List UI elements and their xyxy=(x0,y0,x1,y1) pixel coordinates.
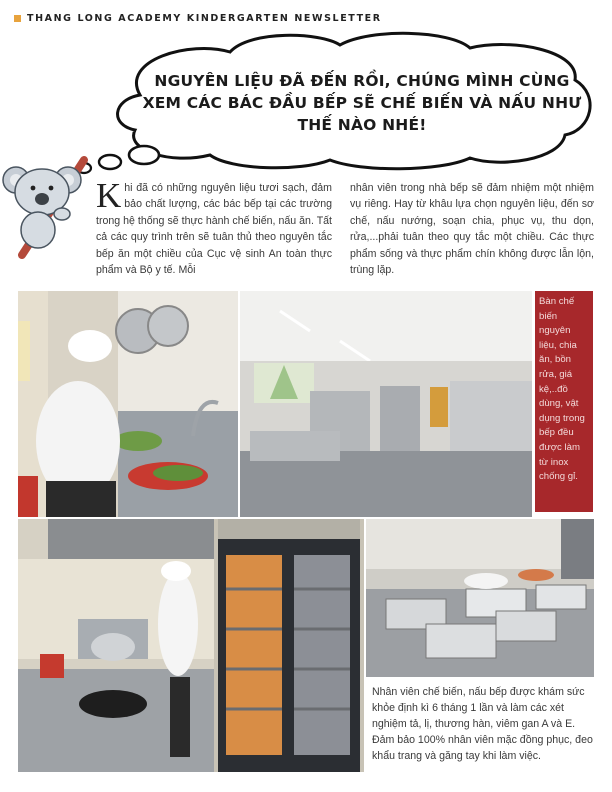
newsletter-title: THANG LONG ACADEMY KINDERGARTEN NEWSLETTER xyxy=(27,13,382,24)
article-column-2: nhân viên trong nhà bếp sẽ đảm nhiệm một nhiệm vụ riêng. Hay từ khâu lựa chọn nguyên liệu, đến sơ chế, nấu nướng, soạn chia, phục vụ, thu dọn, rửa,...phải tuân theo quy tắc một chiều. Các thực phẩm sống và thực phẩm chín không được lẫn lộn, trùng lặp. xyxy=(350,182,594,277)
photo-kitchen-overview xyxy=(240,291,532,517)
photo-caption: Nhân viên chế biến, nấu bếp được khám sức khỏe định kì 6 tháng 1 lần và làm các xét nghiệm tả, lị, thương hàn, viêm gan A và E. Đảm bảo 100% nhân viên mặc đồng phục, đeo khẩu trang và găng tay khi làm việc. xyxy=(372,686,593,762)
photo-food-trays xyxy=(366,519,594,677)
article-text-1: hi đã có những nguyên liệu tươi sạch, đảm bảo chất lượng, các bác bếp tại các trường trong hệ thống sẽ thực hành chế biến, nấu ăn. Tất cả các quy trình trên sẽ tuân thủ theo nguyên tắc bếp ăn một chiều của Cục vệ sinh An toàn thực phẩm và Bộ y tế. Mỗi xyxy=(96,182,332,277)
article-column-1 xyxy=(96,176,332,278)
photo-cook-washing-vegetables xyxy=(18,291,238,517)
sidebar-note: Bàn chế biến nguyên liệu, chia ăn, bồn rửa, giá kệ,..đồ dùng, vật dụng trong bếp đều được làm từ inox chống gỉ. xyxy=(535,291,593,512)
photo-sterilizer-cabinet xyxy=(214,519,364,772)
photo-cook-at-stove xyxy=(18,519,214,772)
drop-cap: K xyxy=(96,176,122,215)
headline: NGUYÊN LIỆU ĐÃ ĐẾN RỒI, CHÚNG MÌNH CÙNG XEM CÁC BÁC ĐẦU BẾP SẼ CHẾ BIẾN VÀ NẤU NHƯ THẾ NÀO NHÉ! xyxy=(142,72,582,134)
koala-mascot-icon xyxy=(2,150,96,260)
